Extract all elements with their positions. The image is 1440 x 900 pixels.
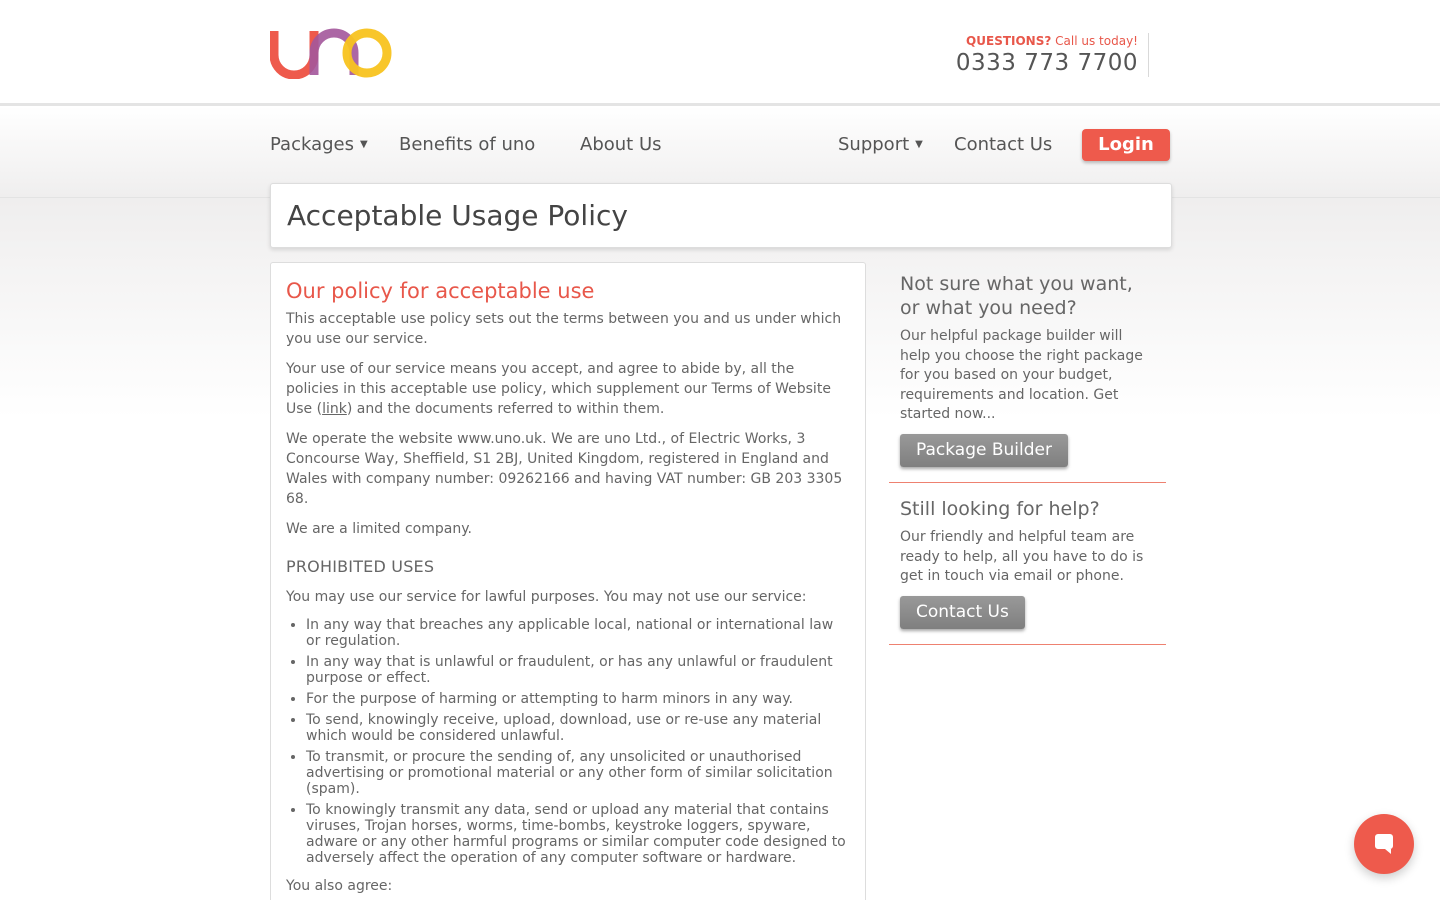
acceptance-text-after: ) and the documents referred to within them.	[346, 401, 665, 417]
questions-line	[956, 33, 1138, 49]
nav-about-us[interactable]: About Us	[580, 134, 662, 155]
phone-number[interactable]: 0333 773 7700	[955, 50, 1138, 76]
nav-support-label: Support	[838, 134, 910, 155]
sidebar-contact-button[interactable]: Contact Us	[900, 596, 1025, 629]
also-agree-text: You also agree:	[286, 878, 393, 894]
phone-contact	[956, 33, 1149, 77]
nav-packages[interactable]	[270, 134, 368, 156]
acceptance-text-before: Your use of our service means you accept, and agree to abide by, all the policies in this acceptable use policy, which supplement our Terms of Website Use (	[286, 361, 831, 417]
prohibited-uses-intro: You may use our service for lawful purposes. You may not use our service:	[286, 589, 807, 605]
help-text: Our friendly and helpful team are ready to help, all you have to do is get in touch via email or phone.	[900, 528, 1144, 585]
sidebar	[889, 262, 1166, 645]
chat-button[interactable]	[1354, 814, 1414, 874]
list-item: • To knowingly transmit any data, send or upload any material that contains viruses, Trojan horses, worms, time-bombs, keystroke loggers, spyware, adware or any other harmful programs or similar computer code designed to adversely affect the operation of any computer software or hardware.	[306, 802, 850, 866]
site-header	[0, 0, 1440, 104]
policy-heading: Our policy for acceptable use	[286, 279, 595, 303]
help-block	[889, 483, 1166, 645]
policy-intro: This acceptable use policy sets out the terms between you and us under which you use our service.	[286, 311, 842, 347]
list-item: • In any way that breaches any applicable local, national or international law or regulation.	[306, 617, 850, 649]
package-builder-heading: Not sure what you want, or what you need?	[900, 273, 1133, 319]
main-content	[270, 262, 866, 900]
help-heading: Still looking for help?	[900, 497, 1100, 520]
list-item: • To send, knowingly receive, upload, download, use or re-use any material which would be considered unlawful.	[306, 712, 850, 744]
list-item: • To transmit, or procure the sending of, any unsolicited or unauthorised advertising or promotional material or any other form of similar solicitation (spam).	[306, 749, 850, 797]
nav-packages-label: Packages	[270, 134, 354, 155]
list-item: • For the purpose of harming or attempting to harm minors in any way.	[306, 691, 850, 707]
caret-down-icon: ▼	[915, 139, 923, 150]
uno-logo[interactable]	[270, 27, 392, 79]
login-button[interactable]: Login	[1082, 129, 1170, 161]
nav-support[interactable]	[838, 134, 923, 156]
nav-contact-us[interactable]: Contact Us	[954, 134, 1053, 155]
package-builder-button[interactable]: Package Builder	[900, 434, 1068, 467]
company-type: We are a limited company.	[286, 521, 472, 537]
call-text: Call us today!	[1055, 34, 1138, 48]
package-builder-text: Our helpful package builder will help you choose the right package for you based on your budget, requirements and location. Get started now...	[900, 328, 1143, 423]
questions-label: QUESTIONS?	[966, 34, 1052, 48]
page-title-box	[270, 183, 1172, 248]
prohibited-uses-list	[286, 617, 850, 866]
policy-acceptance	[286, 359, 850, 419]
package-builder-block	[889, 262, 1166, 483]
nav-benefits[interactable]: Benefits of uno	[399, 134, 536, 155]
chat-bubble-icon	[1374, 833, 1394, 855]
caret-down-icon: ▼	[360, 139, 368, 150]
page-title: Acceptable Usage Policy	[287, 199, 628, 232]
terms-link[interactable]: link	[322, 401, 347, 417]
prohibited-uses-heading: PROHIBITED USES	[286, 557, 435, 576]
list-item: • In any way that is unlawful or fraudulent, or has any unlawful or fraudulent purpose or effect.	[306, 654, 850, 686]
company-details: We operate the website www.uno.uk. We are uno Ltd., of Electric Works, 3 Concourse Way, Sheffield, S1 2BJ, United Kingdom, registered in England and Wales with company number: 09262166 and having VAT number: GB 203 3305 68.	[286, 431, 843, 507]
